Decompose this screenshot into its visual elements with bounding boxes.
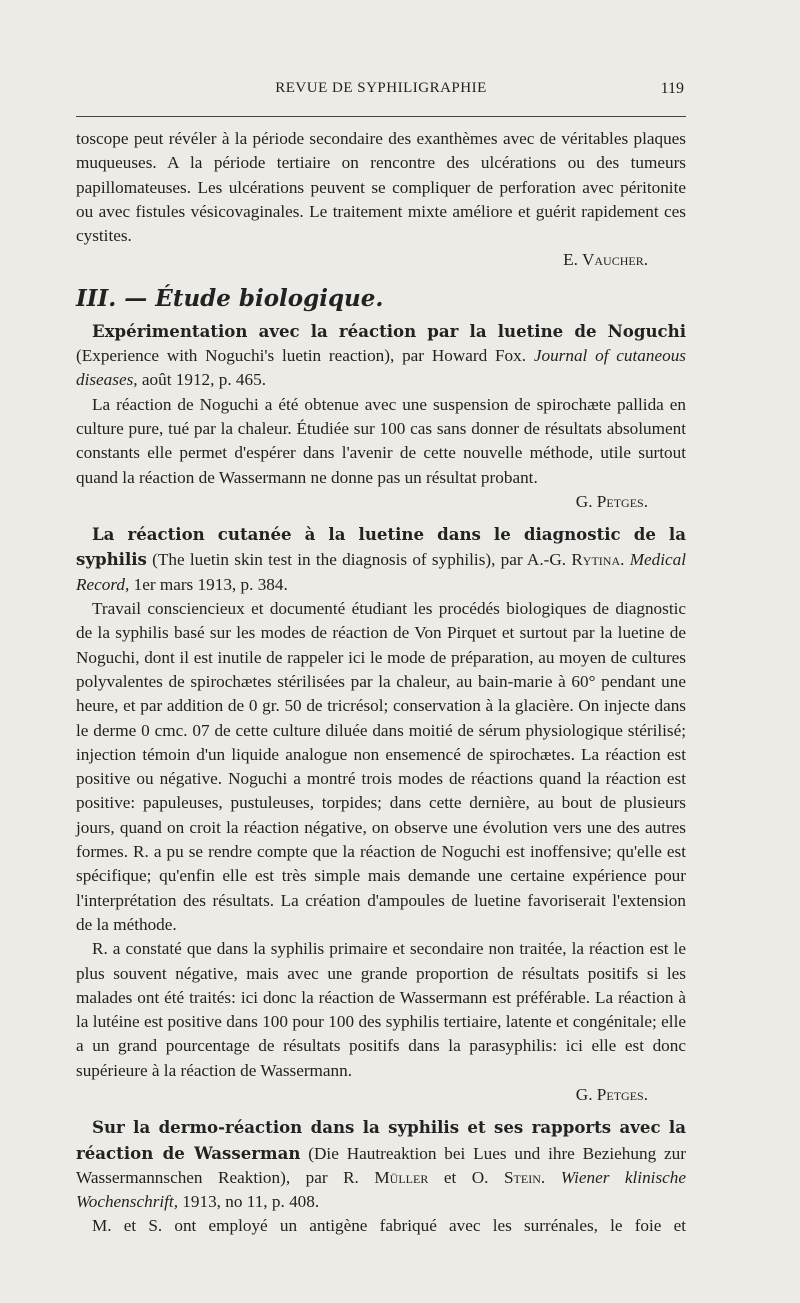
entry3-author-2: Stein.	[504, 1167, 546, 1187]
entry3-title: Sur la dermo-réaction dans la syphilis et ses rapports avec la réaction de Wasserman	[76, 1117, 686, 1163]
entry1-title: Expérimentation avec la réaction par la luetine de Noguchi	[92, 320, 686, 341]
entry1-signature: G. Petges.	[575, 491, 648, 511]
entry3-ref-end: 1913, no 11, p. 408.	[178, 1192, 320, 1212]
entry3-author-1: Müller	[374, 1167, 429, 1187]
entry2-paragraph-2: R. a constaté que dans la syphilis primaire et secondaire non traitée, la réaction est le plus souvent négative, mais avec une grande proportion de résultats positifs si les malades ont été traités: ici donc la réaction de Wassermann est préférable. La réaction à la lutéine est positive dans 100 pour 100 des syphilis tertiaire, latente et congénitale; elle a un grand pourcentage de résultats positifs dans la parasyphilis: ici elle est donc supérieure à la réaction de Wassermann.	[76, 939, 686, 1080]
entry3-journal: Wiener klinische Wochenschrift,	[76, 1167, 686, 1212]
running-title: REVUE DE SYPHILIGRAPHIE	[275, 80, 487, 96]
entry2-citation	[76, 522, 686, 597]
entry1-citation	[76, 319, 686, 393]
entry3-paragraph: M. et S. ont employé un antigène fabriqué avec les surrénales, le foie et	[92, 1216, 686, 1236]
entry2-signature: G. Petges.	[575, 1084, 648, 1104]
entry2-ref: (The luetin skin test in the diagnosis of syphilis), par A.-G.	[146, 550, 572, 570]
intro-paragraph: toscope peut révéler à la période secondaire des exanthèmes avec de véritables plaques muqueuses. A la période tertiaire on rencontre des ulcérations ou des tumeurs papillomateuses. Les ulcérations peuvent se compliquer de perforation avec péritonite ou avec fistules vésicovaginales. Le traitement mixte améliore et guérit rapidement ces cystites.	[76, 129, 686, 246]
header-rule	[76, 116, 686, 117]
entry3-ref: (Die Hautreaktion bei Lues und ihre Beziehung zur Wassermannschen Reaktion), par R.	[76, 1143, 686, 1187]
entry2-title: La réaction cutanée à la luetine dans le diagnostic de la syphilis	[76, 524, 686, 570]
entry2-journal: Medical Record,	[76, 550, 687, 594]
page-number: 119	[660, 80, 684, 97]
page-header	[76, 80, 686, 104]
entry1-ref: (Experience with Noguchi's luetin reaction), par Howard Fox.	[76, 346, 534, 366]
intro-signature: E. Vaucher.	[563, 250, 648, 270]
entry1-paragraph: La réaction de Noguchi a été obtenue avec une suspension de spirochæte pallida en culture pure, tué par la chaleur. Étudiée sur 100 cas sans donner de résultats absolument constants elle permet d'espérer dans l'avenir de cette nouvelle méthode, utile surtout quand la réaction de Wassermann ne donne pas un résultat probant.	[76, 394, 686, 487]
entry1-journal: Journal of cutaneous diseases,	[76, 346, 686, 390]
entry2-ref-end: 1er mars 1913, p. 384.	[129, 574, 288, 594]
entry2-author: Rytina.	[571, 550, 625, 570]
entry2-paragraph-1: Travail consciencieux et documenté étudiant les procédés biologiques de diagnostic de la syphilis basé sur les modes de réaction de Von Pirquet et surtout par la luetine de Noguchi, dont il est inutile de rappeler ici le mode de préparation, au moyen de cultures polyvalentes de spirochætes stérilisées par la chaleur, au bain-marie à 60° pendant une heure, et par addition de 0 gr. 50 de tricrésol; conservation à la glacière. On injecte dans le derme 0 cmc. 07 de cette culture diluée dans moitié de sérum physiologique stérilisé; injection témoin d'un liquide analogue non ensemencé de spirochætes. La réaction est positive ou négative. Noguchi a montré trois modes de réactions quand la réaction est positive: papuleuses, pustuleuses, torpides; dans cette dernière, au bout de plusieurs jours, quand on croit la réaction négative, on observe une évolution vers une des autres formes. R. a pu se rendre compte que la réaction de Noguchi est inoffensive; qu'elle est spécifique; qu'enfin elle est très simple mais demande une certaine expérience pour l'interprétation des résultats. La création d'ampoules de luetine favoriserait l'extension de la méthode.	[76, 599, 686, 934]
page-body	[76, 127, 686, 1263]
section-heading: III. — Étude biologique.	[76, 284, 384, 312]
entry1-ref-end: août 1912, p. 465.	[137, 370, 267, 390]
entry3-citation	[76, 1115, 686, 1214]
entry3-ref-mid: et O.	[428, 1167, 504, 1187]
